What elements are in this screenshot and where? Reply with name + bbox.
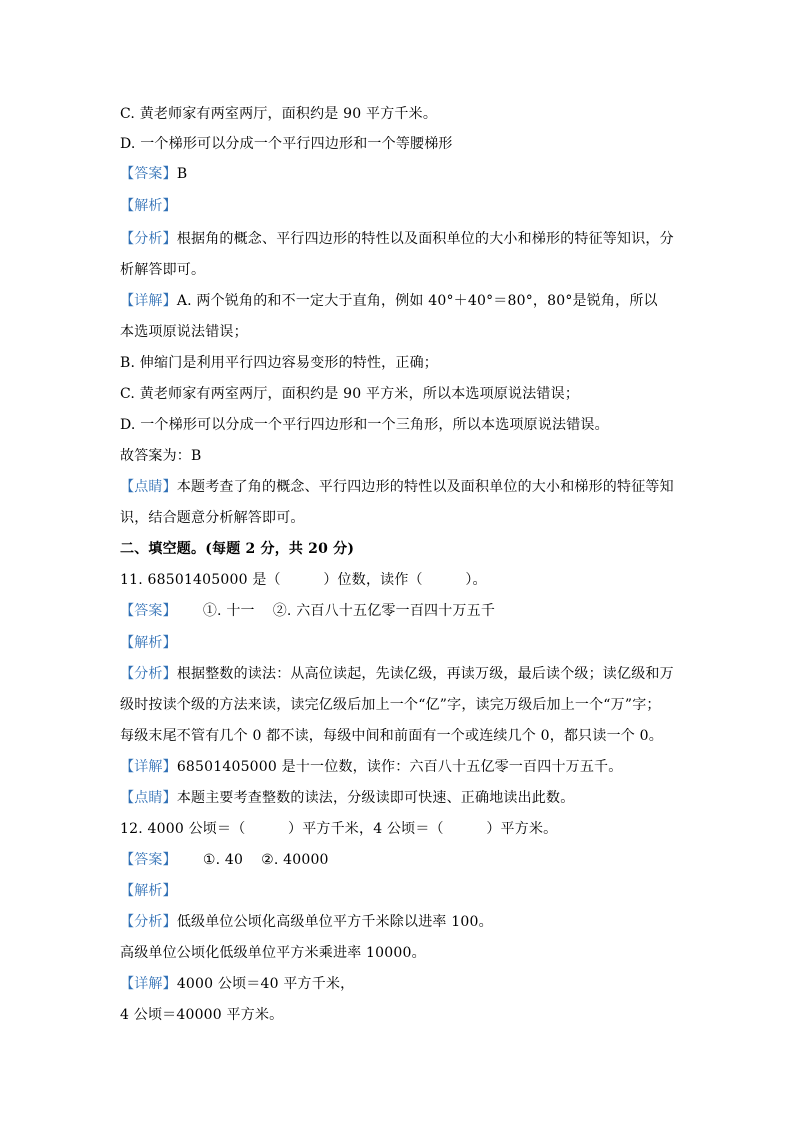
analysis-sub-tag: 【分析】 bbox=[120, 914, 177, 930]
conclusion-line: 故答案为：B bbox=[120, 448, 202, 464]
answer-line: 【答案】B bbox=[120, 166, 188, 182]
answer-tag: 【答案】 bbox=[120, 166, 177, 182]
analysis-heading bbox=[120, 196, 680, 216]
analysis-heading bbox=[120, 633, 680, 653]
answer-12-line bbox=[120, 850, 680, 870]
question-12: 12. 4000 公顷＝（ ）平方千米，4 公顷＝（ ）平方米。 bbox=[120, 821, 558, 837]
detail-c-line: C. 黄老师家有两室两厅，面积约是 90 平方米，所以本选项原说法错误； bbox=[120, 386, 580, 402]
answer-tag: 【答案】 bbox=[120, 852, 177, 868]
question-11: 11. 68501405000 是（ ）位数，读作（ ）。 bbox=[120, 572, 487, 588]
analysis-line: 【分析】根据角的概念、平行四边形的特性以及面积单位的大小和梯形的特征等知识，分 bbox=[120, 231, 674, 247]
analysis-sub-tag: 【分析】 bbox=[120, 231, 177, 247]
detail-b-line: B. 伸缩门是利用平行四边容易变形的特性，正确； bbox=[120, 355, 438, 371]
detail-tag: 【详解】 bbox=[120, 759, 177, 775]
section-heading: 二、填空题。(每题 2 分，共 20 分) bbox=[120, 541, 355, 557]
comment-tag: 【点睛】 bbox=[120, 790, 177, 806]
detail-line: 【详解】A. 两个锐角的和不一定大于直角，例如 40°＋40°＝80°，80°是锐角，所以 bbox=[120, 293, 658, 309]
analysis-line-cont: 高级单位公顷化低级单位平方米乘进率 10000。 bbox=[120, 945, 426, 961]
comment-line: 【点睛】本题考查了角的概念、平行四边形的特性以及面积单位的大小和梯形的特征等知 bbox=[120, 479, 674, 495]
analysis-tag: 【解析】 bbox=[120, 883, 177, 899]
analysis-line-cont: 析解答即可。 bbox=[120, 262, 206, 278]
option-c-line: C. 黄老师家有两室两厅，面积约是 90 平方千米。 bbox=[120, 106, 438, 122]
detail-tag: 【详解】 bbox=[120, 293, 177, 309]
answer-part: ②. 40000 bbox=[261, 852, 329, 868]
detail-line-cont: 4 公顷＝40000 平方米。 bbox=[120, 1007, 284, 1023]
answer-part: ②. 六百八十五亿零一百四十万五千 bbox=[272, 603, 496, 619]
analysis-sub-tag: 【分析】 bbox=[120, 666, 177, 682]
analysis-line-cont: 每级末尾不管有几个 0 都不读，每级中间和前面有一个或连续几个 0，都只读一个 0。 bbox=[120, 728, 663, 744]
analysis-line: 【分析】低级单位公顷化高级单位平方千米除以进率 100。 bbox=[120, 914, 493, 930]
detail-tag: 【详解】 bbox=[120, 976, 177, 992]
comment-line-cont: 识，结合题意分析解答即可。 bbox=[120, 510, 305, 526]
detail-line: 【详解】4000 公顷＝40 平方千米， bbox=[120, 976, 355, 992]
analysis-tag: 【解析】 bbox=[120, 635, 177, 651]
analysis-line: 【分析】根据整数的读法：从高位读起，先读亿级，再读万级，最后读个级；读亿级和万 bbox=[120, 666, 674, 682]
analysis-tag: 【解析】 bbox=[120, 198, 177, 214]
analysis-line-cont: 级时按读个级的方法来读，读完亿级后加上一个“亿”字，读完万级后加上一个“万”字； bbox=[120, 697, 661, 713]
detail-line-cont: 本选项原说法错误； bbox=[120, 324, 248, 340]
detail-line: 【详解】68501405000 是十一位数，读作：六百八十五亿零一百四十万五千。 bbox=[120, 759, 623, 775]
comment-line: 【点睛】本题主要考查整数的读法，分级读即可快速、正确地读出此数。 bbox=[120, 790, 575, 806]
answer-tag: 【答案】 bbox=[120, 603, 177, 619]
detail-d-line: D. 一个梯形可以分成一个平行四边形和一个三角形，所以本选项原说法错误。 bbox=[120, 417, 609, 433]
option-d-line: D. 一个梯形可以分成一个平行四边形和一个等腰梯形 bbox=[120, 136, 453, 152]
answer-11-line bbox=[120, 601, 680, 621]
comment-tag: 【点睛】 bbox=[120, 479, 177, 495]
answer-part: ①. 十一 bbox=[202, 603, 255, 619]
answer-part: ①. 40 bbox=[202, 852, 244, 868]
analysis-heading bbox=[120, 881, 680, 901]
